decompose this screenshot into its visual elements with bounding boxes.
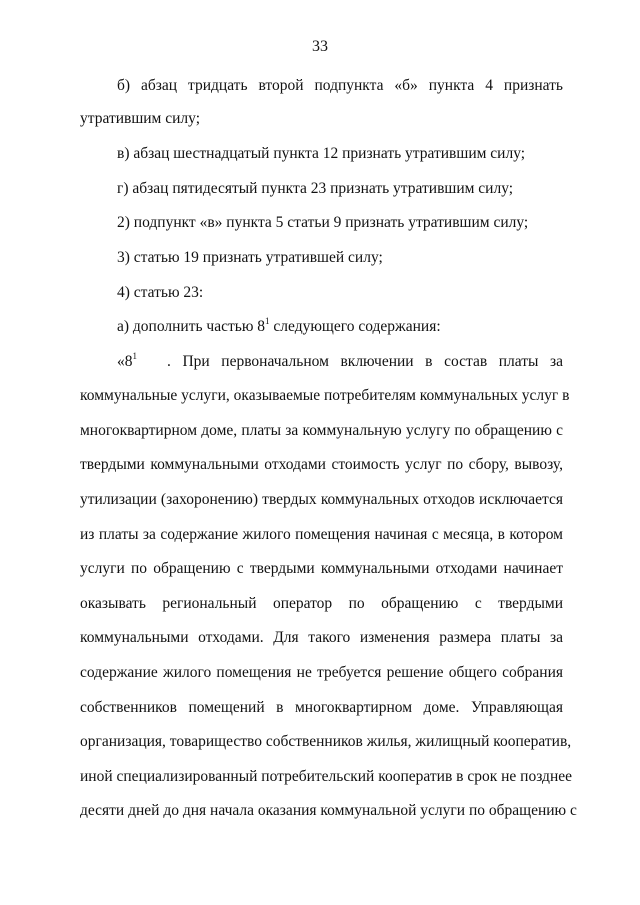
text-line: г) абзац пятидесятый пункта 23 признать утратившим силу; — [117, 180, 514, 197]
text-line: из платы за содержание жилого помещения начиная с месяца, в котором — [80, 526, 563, 543]
text-line: оказывать региональный оператор по обращению с твердыми — [80, 595, 563, 612]
text-fragment: а) дополнить частью 8 — [117, 318, 266, 335]
text-line: коммунальные услуги, оказываемые потребителям коммунальных услуг в — [80, 387, 570, 404]
text-line: коммунальными отходами. Для такого изменения размера платы за — [80, 629, 563, 646]
text-line: утилизации (захоронению) твердых коммунальных отходов исключается — [80, 491, 563, 508]
text-line: твердыми коммунальными отходами стоимость услуг по сбору, вывозу, — [80, 456, 563, 473]
text-line: 2) подпункт «в» пункта 5 статьи 9 признать утратившим силу; — [117, 214, 529, 231]
page-number: 33 — [312, 38, 328, 55]
text-line: иной специализированный потребительский кооператив в срок не позднее — [80, 768, 572, 785]
superscript: 1 — [265, 315, 270, 326]
text-line: содержание жилого помещения не требуется решение общего собрания — [80, 664, 563, 681]
text-line: собственников помещений в многоквартирном доме. Управляющая — [80, 699, 563, 716]
text-line: в) абзац шестнадцатый пункта 12 признать утратившим силу; — [117, 145, 526, 162]
text-line: услуги по обращению с твердыми коммунальными отходами начинает — [80, 560, 563, 577]
superscript: 1 — [132, 350, 137, 361]
text-line: десяти дней до дня начала оказания коммунальной услуги по обращению с — [80, 802, 577, 819]
text-line: б) абзац тридцать второй подпункта «б» пункта 4 признать — [117, 77, 563, 94]
text-line: 3) статью 19 признать утратившей силу; — [117, 249, 383, 266]
text-line — [117, 317, 563, 337]
text-fragment: . При первоначальном включении в состав платы за — [167, 353, 563, 370]
text-line: многоквартирном доме, платы за коммунальную услугу по обращению с — [80, 422, 563, 439]
text-fragment: следующего содержания: — [269, 318, 441, 335]
text-line: 4) статью 23: — [117, 284, 204, 301]
text-line: организация, товарищество собственников жилья, жилищный кооператив, — [80, 733, 572, 750]
text-line — [117, 352, 563, 372]
text-line: утратившим силу; — [80, 110, 201, 127]
text-fragment: «8 — [117, 353, 133, 370]
